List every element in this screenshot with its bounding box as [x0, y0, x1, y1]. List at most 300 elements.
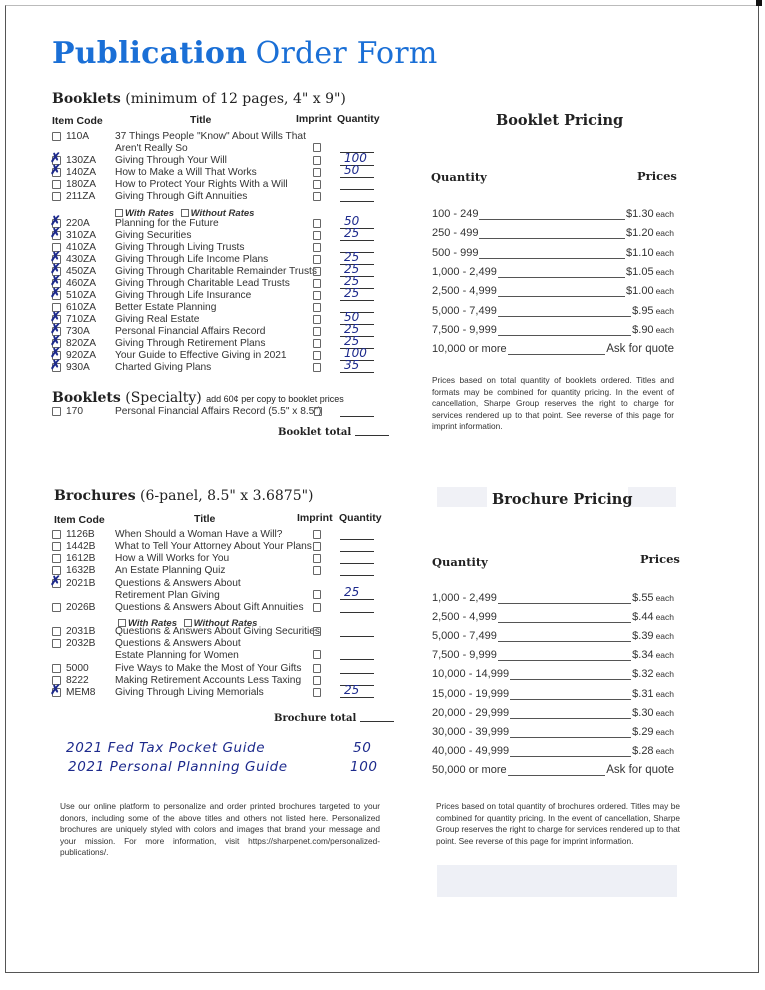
booklet-total-label: Booklet total: [278, 427, 352, 438]
price-quantity-range: 7,500 - 9,999: [432, 649, 497, 662]
price-amount: $1.10: [626, 246, 654, 259]
imprint-checkbox[interactable]: [313, 291, 321, 300]
price-quantity-range: 5,000 - 7,499: [432, 630, 497, 643]
imprint-checkbox[interactable]: [313, 566, 321, 575]
imprint-checkbox[interactable]: [313, 339, 321, 348]
imprint-checkbox[interactable]: [313, 143, 321, 152]
price-quantity-range: 50,000 or more: [432, 763, 507, 776]
imprint-checkbox[interactable]: [313, 243, 321, 252]
quantity-field[interactable]: [340, 636, 374, 637]
price-quantity-range: 100 - 249: [432, 208, 479, 220]
price-row: [432, 707, 674, 721]
item-code: 140ZA: [66, 167, 97, 178]
price-unit: each: [655, 669, 674, 680]
price-row: [432, 592, 674, 606]
quantity-field[interactable]: [340, 416, 374, 417]
item-title: Better Estate Planning: [115, 302, 217, 313]
price-value: [631, 745, 674, 757]
price-row: [432, 688, 674, 702]
price-amount: $.55: [632, 592, 654, 604]
item-row: [52, 242, 382, 254]
item-row: [52, 262, 382, 278]
quantity-value: 35: [344, 358, 360, 372]
price-row: [432, 227, 674, 241]
item-checkbox[interactable]: [52, 180, 61, 189]
price-quantity-range: 10,000 or more: [432, 343, 507, 356]
imprint-checkbox[interactable]: [313, 180, 321, 189]
quantity-value: 25: [344, 250, 360, 264]
price-quantity-range: 2,500 - 4,999: [432, 611, 497, 624]
item-row: [52, 663, 382, 675]
price-unit: each: [655, 688, 674, 699]
price-unit: each: [655, 305, 674, 316]
item-row: [52, 151, 382, 167]
quantity-field[interactable]: [340, 563, 374, 564]
item-code: 460ZA: [66, 278, 97, 289]
price-unit: each: [655, 286, 674, 297]
booklet-211ZA-rates-options: [115, 208, 254, 219]
price-amount: $1.30: [626, 208, 654, 220]
price-row: [432, 745, 674, 759]
item-checkbox[interactable]: [52, 603, 61, 612]
item-checkbox[interactable]: [52, 530, 61, 539]
price-amount: $.34: [632, 649, 654, 662]
price-amount: $1.20: [626, 227, 654, 240]
price-row: [432, 266, 674, 280]
item-code: MEM8: [66, 687, 96, 698]
item-row: [52, 226, 382, 242]
imprint-checkbox[interactable]: [313, 603, 321, 612]
item-checkbox[interactable]: [52, 688, 61, 697]
imprint-checkbox[interactable]: [313, 664, 321, 673]
item-code: 2032B: [66, 638, 96, 649]
quantity-field[interactable]: [340, 201, 374, 202]
item-row: [52, 214, 382, 230]
item-row: [52, 302, 382, 314]
booklets-col-imprint: Imprint: [296, 113, 332, 125]
item-title: Planning for the Future: [115, 218, 219, 229]
brochures-col-item-code: Item Code: [54, 514, 105, 526]
item-title: Your Guide to Effective Giving in 2021: [115, 350, 287, 361]
quantity-value: 25: [344, 322, 360, 336]
imprint-checkbox[interactable]: [313, 156, 321, 165]
item-code: 510ZA: [66, 290, 97, 301]
price-quantity-range: 7,500 - 9,999: [432, 323, 497, 336]
quantity-field[interactable]: [340, 599, 374, 600]
imprint-checkbox[interactable]: [313, 676, 321, 685]
item-row: [52, 131, 382, 154]
item-title-line2: Estate Planning for Women: [115, 649, 239, 661]
item-title: An Estate Planning Quiz: [115, 565, 226, 576]
item-code: 920ZA: [66, 350, 97, 361]
with-rates-checkbox[interactable]: [118, 619, 126, 627]
without-rates-label: Without Rates: [193, 618, 258, 629]
imprint-checkbox[interactable]: [313, 219, 321, 228]
item-code: 730A: [66, 326, 90, 337]
price-quantity-range: 5,000 - 7,499: [432, 304, 497, 317]
item-code: 450ZA: [66, 266, 97, 277]
price-value: [605, 764, 674, 776]
specialty-heading-bold: Booklets: [52, 390, 121, 406]
imprint-checkbox[interactable]: [313, 303, 321, 312]
item-title: Questions & Answers About Gift Annuities: [115, 602, 304, 613]
item-row: [52, 683, 382, 699]
item-title: 37 Things People "Know" About Wills That: [115, 131, 306, 142]
price-amount: $1.05: [626, 265, 654, 278]
item-checkbox[interactable]: [52, 192, 61, 201]
quantity-field[interactable]: [340, 697, 374, 698]
item-code: 430ZA: [66, 254, 97, 265]
price-value: [631, 611, 674, 623]
imprint-checkbox[interactable]: [313, 627, 321, 636]
price-quantity-range: 30,000 - 39,999: [432, 725, 510, 738]
imprint-checkbox[interactable]: [313, 530, 321, 539]
price-quantity-range: 15,000 - 19,999: [432, 687, 510, 700]
item-row: [52, 529, 382, 541]
price-quantity-range: 1,000 - 2,499: [432, 592, 497, 604]
quantity-field[interactable]: [340, 300, 374, 301]
price-value: [625, 285, 674, 297]
item-checkbox[interactable]: [52, 627, 61, 636]
imprint-checkbox[interactable]: [313, 554, 321, 563]
booklets-col-quantity: Quantity: [337, 113, 380, 125]
brochure-pricing-qty-header: Quantity: [432, 555, 488, 569]
item-row: [52, 179, 382, 191]
item-title: What to Tell Your Attorney About Your Plans: [115, 541, 312, 552]
item-checkbox[interactable]: [52, 231, 61, 240]
price-amount: $.39: [632, 630, 654, 643]
with-rates-label: With Rates: [125, 208, 175, 219]
item-code: 610ZA: [66, 302, 97, 313]
booklet-pricing-note: Prices based on total quantity of booklets ordered. Titles and formats may be combined for quantity pricing. In the event of cancellation, Sharpe Group reserves the right to charge for services rendered up to that point. See reverse of this page for imprint information.: [432, 375, 674, 431]
item-code: 410ZA: [66, 242, 97, 253]
price-row: [432, 611, 674, 625]
price-unit: each: [655, 324, 674, 335]
item-title: Questions & Answers About: [115, 578, 241, 589]
brochures-heading-rest: (6-panel, 8.5" x 3.6875"): [140, 488, 314, 504]
item-checkbox[interactable]: [52, 168, 61, 177]
booklets-heading-rest: (minimum of 12 pages, 4" x 9"): [125, 91, 346, 107]
with-rates-label: With Rates: [128, 618, 178, 629]
item-title: When Should a Woman Have a Will?: [115, 529, 283, 540]
quantity-value: 25: [344, 683, 360, 697]
item-code: 2026B: [66, 602, 96, 613]
without-rates-checkbox[interactable]: [184, 619, 192, 627]
item-code: 710ZA: [66, 314, 97, 325]
price-value: [631, 305, 674, 317]
item-code: 1442B: [66, 541, 96, 552]
price-value: [631, 649, 674, 661]
price-row: [432, 324, 674, 338]
price-value: [631, 592, 674, 604]
imprint-checkbox[interactable]: [313, 168, 321, 177]
price-amount: $.32: [632, 668, 654, 681]
quantity-value: 100: [344, 151, 367, 165]
personalized-brochures-promo: Use our online platform to personalize and order printed brochures targeted to your donors, including some of the above titles and others not listed here. Personalized brochures are uniquely styled with colors and images that brand your message and your mission. For more information, visit https://sharpenet.com/personalized-publications/.: [60, 801, 380, 857]
quantity-field[interactable]: [340, 372, 374, 373]
price-unit: each: [655, 228, 674, 239]
item-title: Giving Through Retirement Plans: [115, 338, 266, 349]
shade-tab-right: [628, 487, 676, 507]
price-amount: $.30: [632, 706, 654, 719]
item-code: 110A: [66, 131, 90, 142]
item-row: [52, 286, 382, 302]
price-quantity-range: 1,000 - 2,499: [432, 265, 497, 278]
price-amount: $.90: [632, 323, 654, 336]
quantity-value: 50: [344, 214, 360, 228]
item-code: 820ZA: [66, 338, 97, 349]
price-value: [625, 266, 674, 278]
item-title: Giving Through Charitable Lead Trusts: [115, 278, 290, 289]
item-title: Giving Through Life Income Plans: [115, 254, 269, 265]
price-row: [432, 668, 674, 682]
brochures-col-imprint: Imprint: [297, 512, 333, 524]
scan-corner-mark: [756, 0, 762, 6]
handwritten-qty-2: 100: [350, 759, 378, 775]
item-title: Giving Through Living Memorials: [115, 687, 264, 698]
item-title: Giving Through Living Trusts: [115, 242, 245, 253]
booklet-pricing-qty-header: Quantity: [431, 170, 487, 184]
brochure-pricing-price-header: Prices: [640, 552, 680, 566]
brochures-col-quantity: Quantity: [339, 512, 382, 524]
quantity-value: 25: [344, 226, 360, 240]
price-row: [432, 305, 674, 319]
item-checkbox[interactable]: [52, 639, 61, 648]
item-title: Five Ways to Make the Most of Your Gifts: [115, 663, 302, 674]
price-amount: $.29: [632, 725, 654, 738]
price-quantity-range: 2,500 - 4,999: [432, 285, 497, 298]
item-row: [52, 191, 382, 203]
price-value: [631, 707, 674, 719]
quantity-field[interactable]: [340, 612, 374, 613]
price-row: [432, 343, 674, 357]
item-row: [52, 638, 382, 661]
item-row: [52, 541, 382, 553]
price-unit: each: [655, 266, 674, 277]
item-title-line2: Aren't Really So: [115, 142, 188, 154]
booklets-col-item-code: Item Code: [52, 115, 103, 127]
imprint-checkbox[interactable]: [313, 542, 321, 551]
item-checkbox[interactable]: [52, 554, 61, 563]
brochures-heading: [54, 488, 314, 504]
price-amount: Ask for quote: [606, 763, 674, 776]
price-row: [432, 630, 674, 644]
quantity-field[interactable]: [340, 240, 374, 241]
item-code: 930A: [66, 362, 90, 373]
price-unit: each: [655, 209, 674, 219]
item-code: 1632B: [66, 565, 96, 576]
item-row: [52, 310, 382, 326]
price-value: [631, 726, 674, 738]
booklets-heading-bold: Booklets: [52, 91, 121, 107]
item-row: [52, 346, 382, 362]
item-title: Questions & Answers About Giving Securities: [115, 626, 320, 637]
price-unit: each: [655, 612, 674, 623]
brochure-total-label: Brochure total: [274, 713, 357, 724]
item-title: How to Protect Your Rights With a Will: [115, 179, 288, 190]
imprint-checkbox[interactable]: [313, 192, 321, 201]
specialty-heading-rest: (Specialty): [125, 390, 202, 406]
quantity-field[interactable]: [340, 189, 374, 190]
item-title: Giving Through Charitable Remainder Trusts: [115, 266, 317, 277]
imprint-checkbox[interactable]: [314, 407, 322, 416]
item-title: Making Retirement Accounts Less Taxing: [115, 675, 302, 686]
item-title: Giving Through Life Insurance: [115, 290, 252, 301]
shaded-box: [437, 865, 677, 897]
price-amount: $.44: [632, 611, 654, 624]
title-rest: Order Form: [255, 36, 438, 71]
price-value: [631, 630, 674, 642]
brochure-total-field[interactable]: [360, 721, 394, 722]
item-checkbox[interactable]: [52, 363, 61, 372]
item-row: [52, 578, 382, 601]
handwritten-qty-1: 50: [353, 740, 372, 756]
price-row: [432, 208, 674, 222]
imprint-checkbox[interactable]: [313, 590, 321, 599]
item-title: Charted Giving Plans: [115, 362, 212, 373]
price-quantity-range: 10,000 - 14,999: [432, 668, 510, 681]
item-row: [52, 250, 382, 266]
item-row: [52, 334, 382, 350]
price-unit: each: [655, 707, 674, 718]
item-row: [52, 553, 382, 565]
price-quantity-range: 20,000 - 29,999: [432, 706, 510, 719]
item-title: How to Make a Will That Works: [115, 167, 257, 178]
price-row: [432, 726, 674, 740]
price-amount: Ask for quote: [606, 343, 674, 356]
booklet-total: [278, 427, 389, 438]
item-row: [52, 274, 382, 290]
item-title: Giving Real Estate: [115, 314, 200, 325]
item-code: 310ZA: [66, 230, 97, 241]
item-title: Giving Securities: [115, 230, 192, 241]
quantity-value: 50: [344, 310, 360, 324]
item-title-line2: Retirement Plan Giving: [115, 589, 220, 601]
specialty-row: [52, 406, 382, 418]
quantity-value: 25: [344, 585, 360, 599]
item-code: 5000: [66, 663, 89, 674]
booklets-col-title: Title: [190, 114, 212, 126]
price-quantity-range: 500 - 999: [432, 246, 479, 259]
item-row: [52, 675, 382, 687]
item-checkbox[interactable]: [52, 407, 61, 416]
quantity-value: 25: [344, 274, 360, 288]
booklets-heading: [52, 91, 346, 107]
item-code: 180ZA: [66, 179, 97, 190]
brochures-heading-bold: Brochures: [54, 488, 136, 504]
quantity-value: 25: [344, 334, 360, 348]
price-value: [625, 208, 674, 220]
price-row: [432, 247, 674, 261]
item-code: 1126B: [66, 529, 95, 540]
price-value: [605, 343, 674, 355]
item-code: 170: [66, 406, 83, 417]
item-row: [52, 602, 382, 614]
specialty-heading: [52, 390, 344, 406]
imprint-checkbox[interactable]: [313, 363, 321, 372]
price-amount: $.95: [632, 304, 654, 317]
imprint-checkbox[interactable]: [313, 688, 321, 697]
brochure-pricing-title: Brochure Pricing: [492, 491, 633, 508]
price-value: [631, 668, 674, 680]
item-code: 1612B: [66, 553, 96, 564]
quantity-field[interactable]: [340, 673, 374, 674]
price-unit: each: [655, 726, 674, 737]
item-checkbox[interactable]: [52, 542, 61, 551]
item-code: 2021B: [66, 578, 96, 589]
with-rates-checkbox[interactable]: [115, 209, 123, 217]
price-amount: $1.00: [626, 285, 654, 298]
price-unit: each: [655, 745, 674, 756]
item-row: [52, 163, 382, 179]
price-quantity-range: 40,000 - 49,999: [432, 744, 510, 757]
price-amount: $.28: [632, 744, 654, 757]
item-checkbox[interactable]: [52, 579, 61, 588]
brochure-pricing-note: Prices based on total quantity of brochures ordered. Titles may be combined for quantity pricing. In the event of cancellation, Sharpe Group reserves the right to charge for services rendered up to that point. See reverse of this page for imprint information.: [436, 801, 680, 846]
imprint-checkbox[interactable]: [313, 231, 321, 240]
item-title: Personal Financial Affairs Record (5.5" x 8.5"): [115, 406, 322, 417]
price-unit: each: [655, 593, 674, 603]
item-code: 211ZA: [66, 191, 96, 202]
item-checkbox[interactable]: [52, 291, 61, 300]
item-title: How a Will Works for You: [115, 553, 230, 564]
quantity-value: 25: [344, 262, 360, 276]
imprint-checkbox[interactable]: [313, 315, 321, 324]
item-title: Giving Through Your Will: [115, 155, 227, 166]
handwritten-item-2: 2021 Personal Planning Guide: [68, 759, 288, 775]
item-code: 220A: [66, 218, 90, 229]
booklet-pricing-price-header: Prices: [637, 169, 677, 183]
brochure-total: [274, 713, 394, 724]
shade-tab-left: [437, 487, 487, 507]
page-title: [52, 36, 437, 71]
booklet-pricing-title: Booklet Pricing: [496, 112, 624, 129]
price-value: [625, 227, 674, 239]
imprint-checkbox[interactable]: [313, 327, 321, 336]
imprint-checkbox[interactable]: [313, 650, 321, 659]
price-unit: each: [655, 650, 674, 661]
quantity-field[interactable]: [340, 177, 374, 178]
item-row: [52, 358, 382, 374]
specialty-note: add 60¢ per copy to booklet prices: [206, 394, 344, 404]
quantity-field[interactable]: [340, 575, 374, 576]
imprint-checkbox[interactable]: [313, 279, 321, 288]
item-code: 8222: [66, 675, 89, 686]
handwritten-item-1: 2021 Fed Tax Pocket Guide: [66, 740, 266, 756]
price-row: [432, 764, 674, 778]
booklet-total-field[interactable]: [355, 435, 389, 436]
price-value: [625, 247, 674, 259]
item-code: 2031B: [66, 626, 96, 637]
item-checkbox[interactable]: [52, 132, 61, 141]
brochure-2026B-rates-options: [118, 618, 257, 629]
item-title: Giving Through Gift Annuities: [115, 191, 248, 202]
quantity-field[interactable]: [340, 539, 374, 540]
without-rates-checkbox[interactable]: [181, 209, 189, 217]
imprint-checkbox[interactable]: [313, 267, 321, 276]
quantity-field[interactable]: [340, 659, 374, 660]
item-row: [52, 565, 382, 577]
without-rates-label: Without Rates: [190, 208, 255, 219]
quantity-field[interactable]: [340, 551, 374, 552]
imprint-checkbox[interactable]: [313, 351, 321, 360]
imprint-checkbox[interactable]: [313, 255, 321, 264]
item-title: Questions & Answers About: [115, 638, 241, 649]
item-checkbox[interactable]: [52, 664, 61, 673]
item-title: Personal Financial Affairs Record: [115, 326, 266, 337]
item-row: [52, 322, 382, 338]
price-amount: $.31: [632, 687, 654, 700]
